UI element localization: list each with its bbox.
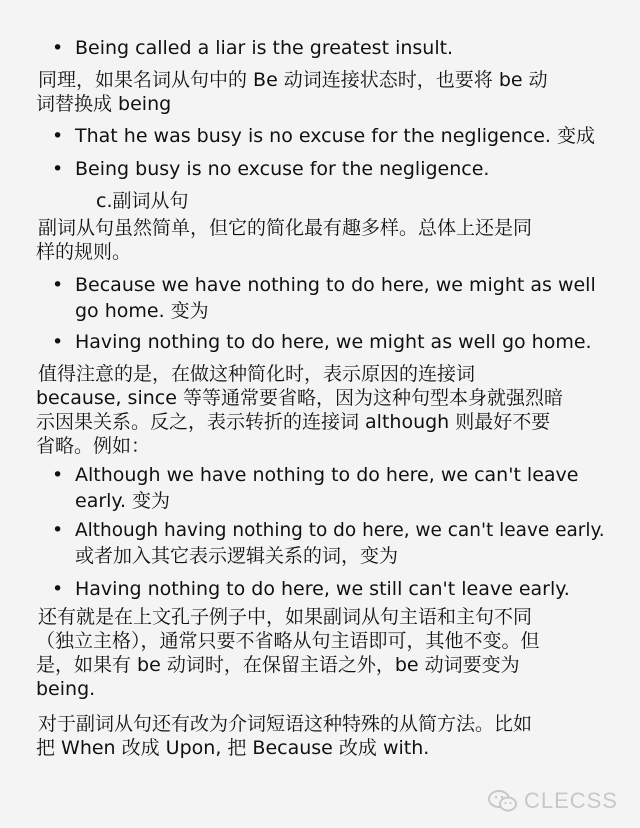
watermark [488,788,618,814]
bullet-text-line: 或者加入其它表示逻辑关系的词，变为 [75,545,399,567]
paragraph-line: 值得注意的是，在做这种简化时，表示原因的连接词 [38,363,476,385]
bullet-text-line: Although having nothing to do here, we can't leave early. [75,519,605,541]
section-heading: c.副词从句 [96,190,189,212]
paragraph-line: being. [36,678,96,700]
bullet-marker: • [52,331,64,353]
paragraph-line: 示因果关系。反之，表示转折的连接词 although 则最好不要 [36,411,551,433]
bullet-text-line: That he was busy is no excuse for the negligence. 变成 [75,125,596,147]
bullet-text-line: Being busy is no excuse for the negligence. [75,158,490,180]
paragraph-line: because, since 等等通常要省略，因为这种句型本身就强烈暗 [36,387,563,409]
bullet-marker: • [52,464,64,486]
watermark-text: CLECSS [523,788,618,813]
bullet-text-line: Having nothing to do here, we might as well go home. [75,331,592,353]
paragraph-line: 是，如果有 be 动词时，在保留主语之外，be 动词要变为 [36,654,520,676]
bullet-text-line: early. 变为 [75,490,171,512]
bullet-text-line: Because we have nothing to do here, we might as well [75,274,596,296]
bullet-text-line: Although we have nothing to do here, we can't leave [75,464,579,486]
wechat-icon [488,789,518,813]
bullet-text-line: go home. 变为 [75,300,209,322]
paragraph-line: 样的规则。 [36,241,132,263]
paragraph-line: 省略。例如： [36,435,151,457]
paragraph-line: 副词从句虽然简单，但它的简化最有趣多样。总体上还是同 [38,217,533,239]
bullet-marker: • [52,125,64,147]
bullet-marker: • [52,578,64,600]
bullet-text-line: Being called a liar is the greatest insult. [75,37,454,59]
bullet-text-line: Having nothing to do here, we still can't leave early. [75,578,570,600]
paragraph-line: 还有就是在上文孔子例子中，如果副词从句主语和主句不同 [38,606,533,628]
paragraph-line: 对于副词从句还有改为介词短语这种特殊的从简方法。比如 [38,713,533,735]
bullet-marker: • [52,158,64,180]
bullet-marker: • [52,519,64,541]
bullet-marker: • [52,274,64,296]
paragraph-line: 同理，如果名词从句中的 Be 动词连接状态时，也要将 be 动 [38,69,548,91]
bullet-marker: • [52,37,64,59]
paragraph-line: 词替换成 being [36,93,172,115]
paragraph-line: 把 When 改成 Upon, 把 Because 改成 with. [36,737,430,759]
paragraph-line: （独立主格），通常只要不省略从句主语即可，其他不变。但 [36,630,540,652]
